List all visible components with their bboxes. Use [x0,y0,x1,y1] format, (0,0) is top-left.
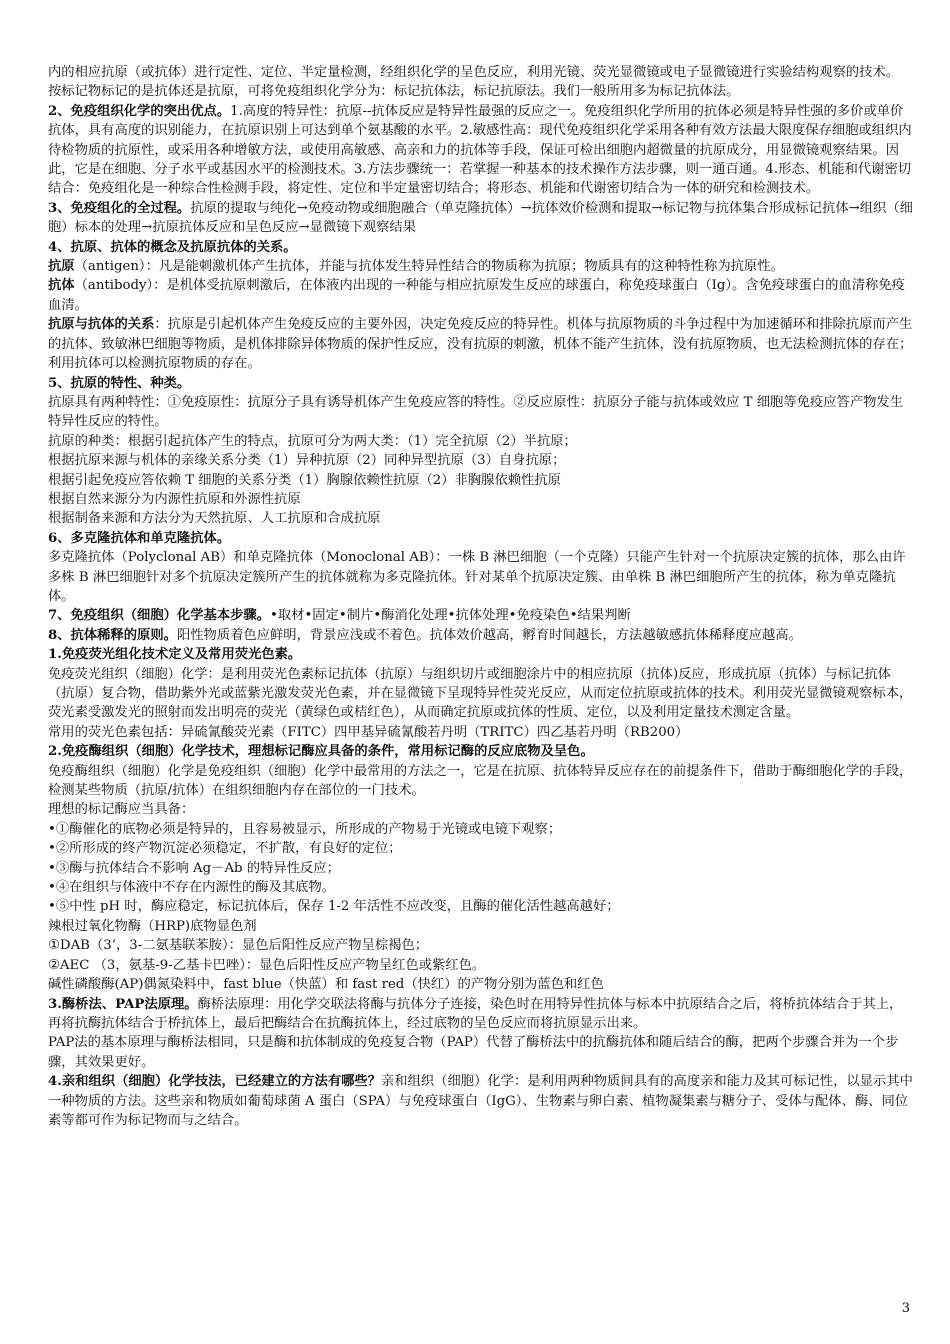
paragraph-text: 根据抗原来源与机体的亲缘关系分类（1）异种抗原（2）同种异型抗原（3）自身抗原； [48,453,566,469]
paragraph [48,257,914,276]
paragraph [48,509,914,528]
section-heading: 2、免疫组织化学的突出优点。 [48,103,231,119]
paragraph [48,762,914,801]
paragraph-text: （antigen）：凡是能刺激机体产生抗体，并能与抗体发生特异性结合的物质称为抗原；物质具有的这种特性称为抗原性。 [74,259,784,275]
paragraph [48,800,914,819]
paragraph [48,1072,914,1130]
section-heading: 7、免疫组织（细胞）化学基本步骤。 [48,608,271,624]
paragraph [48,820,914,839]
paragraph [48,432,914,451]
paragraph [48,742,914,761]
paragraph [48,315,914,373]
section-heading: 5、抗原的特性、种类。 [48,375,191,391]
paragraph-text: 根据自然来源分为内源性抗原和外源性抗原 [48,491,301,507]
paragraph [48,82,914,101]
section-heading: 4、抗原、抗体的概念及抗原抗体的关系。 [48,239,297,255]
paragraph-text: •②所形成的终产物沉淀必须稳定，不扩散，有良好的定位； [48,841,402,857]
paragraph [48,859,914,878]
paragraph [48,548,914,606]
paragraph-text: 按标记物标记的是抗体还是抗原，可将免疫组织化学分为：标记抗体法，标记抗原法。我们一般所用多为标记抗体法。 [48,84,740,100]
paragraph-text: •④在组织与体液中不存在内源性的酶及其底物。 [48,880,336,896]
paragraph-text: ②AEC （3，氨基-9-乙基卡巴唑）：显色后阳性反应产物呈红色或紫红色。 [48,957,486,973]
page-number: 3 [901,1301,910,1316]
paragraph-text: •①酶催化的底物必须是特异的，且容易被显示，所形成的产物易于光镜或电镜下观察； [48,821,562,837]
paragraph-text: 抗原的提取与纯化→免疫动物或细胞融合（单克隆抗体）→抗体效价检测和提取→标记物与抗体集合形成标记抗体→组织（细胞）标本的处理→抗原抗体反应和呈色反应→显微镜下观察结果 [48,200,913,236]
paragraph [48,956,914,975]
paragraph [48,238,914,257]
paragraph-text: •取材•固定•制片•酶消化处理•抗体处理•免疫染色•结果判断 [270,608,631,624]
paragraph [48,839,914,858]
paragraph [48,471,914,490]
paragraph [48,975,914,994]
paragraph [48,529,914,548]
paragraph [48,102,914,199]
paragraph [48,626,914,645]
paragraph [48,490,914,509]
paragraph [48,995,914,1034]
paragraph-text: 免疫酶组织（细胞）化学是免疫组织（细胞）化学中最常用的方法之一，它是在抗原、抗体特异反应存在的前提条件下，借助于酶细胞化学的手段，检测某些物质（抗原/抗体）在组织细胞内存在部位的一门技术。 [48,763,913,799]
paragraph-text: 抗原的种类：根据引起抗体产生的特点，抗原可分为两大类：（1）完全抗原（2）半抗原； [48,433,577,449]
paragraph-text: 理想的标记酶应当具备： [48,802,195,818]
paragraph-text: •③酶与抗体结合不影响 Ag－Ab 的特异性反应； [48,860,340,876]
paragraph [48,1033,914,1072]
paragraph-text: 阳性物质着色应鲜明，背景应浅或不着色。抗体效价越高，孵育时间越长，方法越敏感抗体稀释度应越高。 [176,627,802,643]
section-heading: 抗原 [48,259,75,275]
section-heading: 6、多克隆抗体和单克隆抗体。 [48,530,231,546]
paragraph-text: 抗原具有两种特性：①免疫原性：抗原分子具有诱导机体产生免疫应答的特性。②反应原性：抗原分子能与抗体或效应 T 细胞等免疫应答产物发生特异性反应的特性。 [48,394,904,430]
paragraph [48,374,914,393]
paragraph [48,199,914,238]
section-heading: 抗体 [48,278,75,294]
paragraph-text: ：抗原是引起机体产生免疫反应的主要外因，决定免疫反应的特异性。机体与抗原物质的斗争过程中为加速循环和排除抗原而产生的抗体、致敏淋巴细胞等物质，是机体排除异体物质的保护性反应，没有抗原的刺激，机体不能产生抗体，没有抗原物质，也无法检测抗体的存在；利用抗体可以检测抗原物质的存在。 [48,317,913,372]
paragraph-text: PAP法的基本原理与酶桥法相同，只是酶和抗体制成的免疫复合物（PAP）代替了酶桥法中的抗酶抗体和随后结合的酶，把两个步骤合并为一个步骤，其效果更好。 [48,1035,899,1070]
paragraph-text: 酶桥法原理：用化学交联法将酶与抗体分子连接，染色时在用特异性抗体与标本中抗原结合之后，将桥抗体结合于其上，再将抗酶抗体结合于桥抗体上，最后把酶结合在抗酶抗体上，经过底物的呈色反应而将抗原显示出来。 [48,996,903,1031]
paragraph-text: 多克隆抗体（Polyclonal AB）和单克隆抗体（Monoclonal AB）：一株 B 淋巴细胞（一个克隆）只能产生针对一个抗原决定簇的抗体，那么由许多株 B 淋巴细胞针对多个抗原决定簇所产生的抗体就称为多克隆抗体。针对某单个抗原决定簇、由单株 B 淋巴细胞所产生的抗体，称为单克隆抗体。 [48,550,906,604]
paragraph [48,451,914,470]
paragraph [48,645,914,664]
section-heading: 抗原与抗体的关系 [48,317,155,333]
paragraph-text: 辣根过氧化物酶（HRP)底物显色剂 [48,918,257,934]
section-heading: 3.酶桥法、PAP法原理。 [48,996,198,1012]
paragraph-text: 根据引起免疫应答依赖 T 细胞的关系分类（1）胸腺依赖性抗原（2）非胸腺依赖性抗原 [48,472,561,488]
paragraph [48,936,914,955]
paragraph-text: 亲和组织（细胞）化学：是利用两种物质间具有的高度亲和能力及其可标记性，以显示其中一种物质的方法。这些亲和物质如葡萄球菌 A 蛋白（SPA）与免疫球蛋白（IgG）、生物素与卵白素、植物凝集素与糖分子、受体与配体、酶、同位素等都可作为标记物而与之结合。 [48,1074,913,1128]
paragraph-text: 1.高度的特异性：抗原--抗体反应是特异性最强的反应之一。免疫组织化学所用的抗体必须是特异性强的多价或单价抗体，具有高度的识别能力，在抗原识别上可达到单个氨基酸的水平。2.敏感性高：现代免疫组织化学采用各种有效方法最大限度保存细胞或组织内待检物质的抗原性，或采用各种增敏方法，或使用高敏感、高亲和力的抗体等手段，保证可检出细胞内超微量的抗原成分，用显微镜观察结果。因此，它是在细胞、分子水平或基因水平的检测技术。3.方法步骤统一：若掌握一种基本的技术操作方法步骤，则一通百通。4.形态、机能和代谢密切结合：免疫组化是一种综合性检测手段，将定性、定位和半定量密切结合；将形态、机能和代谢密切结合为一体的研究和检测技术。 [48,103,912,197]
paragraph [48,665,914,723]
paragraph-text: （antibody）：是机体受抗原刺激后，在体液内出现的一种能与相应抗原发生反应的球蛋白，称免疫球蛋白（Ig）。含免疫球蛋白的血清称免疫血清。 [48,278,905,313]
paragraph [48,276,914,315]
paragraph-text: 免疫荧光组织（细胞）化学：是利用荧光色素标记抗体（抗原）与组织切片或细胞涂片中的相应抗原（抗体)反应，形成抗原（抗体）与标记抗体（抗原）复合物，借助紫外光或蓝紫光激发荧光色素，并在显微镜下呈现特异性荧光反应，从而定位抗原或抗体的技术。利用荧光显微镜观察标本，荧光素受激发光的照射而发出明亮的荧光（黄绿色或桔红色），从而确定抗原或抗体的性质、定位，以及利用定量技术测定含量。 [48,666,913,721]
paragraph [48,723,914,742]
paragraph-text: 内的相应抗原（或抗体）进行定性、定位、半定量检测，经组织化学的呈色反应，利用光镜、荧光显微镜或电子显微镜进行实验结构观察的技术。 [48,65,899,80]
paragraph [48,393,914,432]
section-heading: 3、免疫组化的全过程。 [48,200,191,216]
paragraph-text: •⑤中性 pH 时，酶应稳定，标记抗体后，保存 1-2 年活性不应改变，且酶的催化活性越高越好； [48,899,620,915]
paragraph-text: 碱性磷酸酶(AP)偶氮染料中，fast blue（快蓝）和 fast red（快红）的产物分别为蓝色和红色 [48,977,604,993]
paragraph [48,878,914,897]
section-heading: 1.免疫荧光组化技术定义及常用荧光色素。 [48,647,302,663]
paragraph [48,606,914,625]
document-body [48,63,914,1130]
paragraph-text: ①DAB（3’，3-二氨基联苯胺）：显色后阳性反应产物呈棕褐色； [48,938,429,954]
paragraph-text: 根据制备来源和方法分为天然抗原、人工抗原和合成抗原 [48,511,381,527]
paragraph-text: 常用的荧光色素包括：异硫氰酸荧光素（FITC）四甲基异硫氰酸若丹明（TRITC）四乙基若丹明（RB200） [48,724,689,740]
section-heading: 4.亲和组织（细胞）化学技法，已经建立的方法有哪些？ [48,1074,382,1090]
paragraph [48,917,914,936]
section-heading: 2.免疫酶组织（细胞）化学技术，理想标记酶应具备的条件，常用标记酶的反应底物及呈色。 [48,744,594,760]
paragraph [48,63,914,82]
section-heading: 8、抗体稀释的原则。 [48,627,177,643]
paragraph [48,897,914,916]
